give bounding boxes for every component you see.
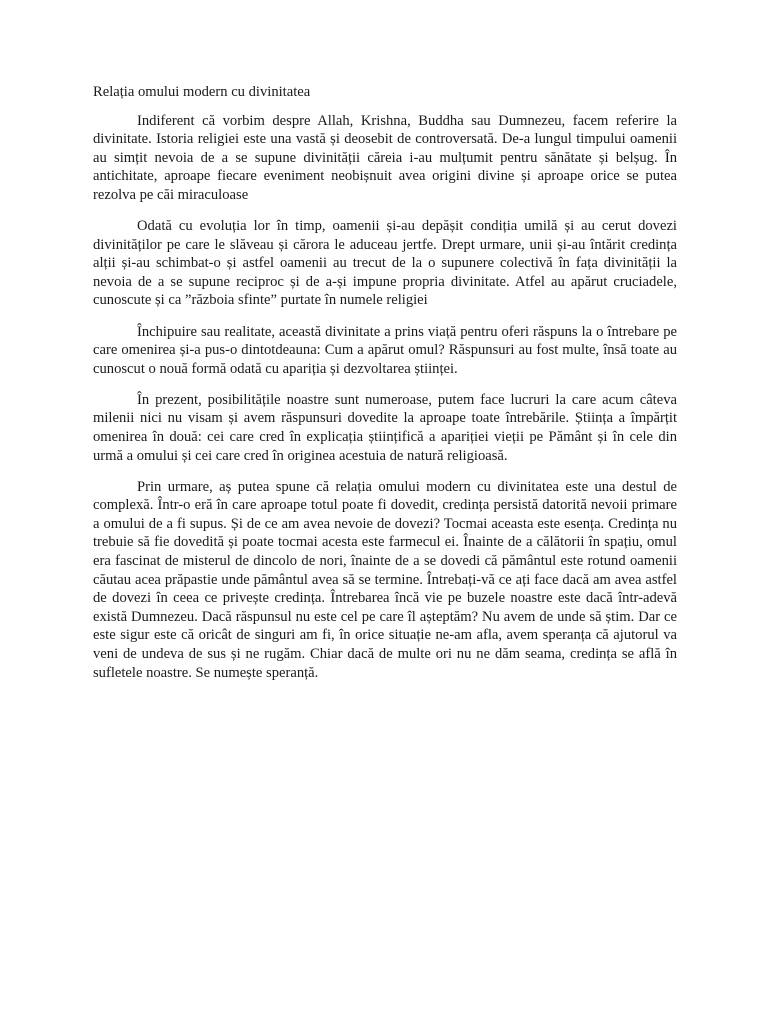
- paragraph: Prin urmare, aș putea spune că relația omului modern cu divinitatea este una destul de complexă. Într-o eră în care aproape totul poate fi dovedit, credința persistă datorită nevoii primare a omului de a fi supus. Și de ce am avea nevoie de dovezi? Tocmai aceasta este esența. Credința nu trebuie să fie dovedită și poate tocmai acesta este farmecul ei. Înainte de a călătorii în spațiu, omul era fascinat de misterul de dincolo de nori, înainte de a se dovedi că pământul este rotund oamenii căutau acea prăpastie unde pământul avea să se termine. Întrebați-vă ce ați face dacă am avea astfel de dovezi în ceea ce privește credința. Întrebarea încă vie pe buzele noastre este dacă într-adevă există Dumnezeu. Dacă răspunsul nu este cel pe care îl așteptăm? Nu avem de unde să știm. Dar ce este sigur este că oricât de singuri am fi, în orice situație ne-am afla, avem speranța că ajutorul va veni de undeva de sus și ne rugăm. Chiar dacă de multe ori nu ne dăm seama, credința se află în sufletele noastre. Se numește speranță.: [93, 478, 677, 681]
- document-title: Relația omului modern cu divinitatea: [93, 84, 311, 100]
- document-body: [93, 83, 677, 695]
- paragraph: Închipuire sau realitate, această divinitate a prins viață pentru oferi răspuns la o întrebare pe care omenirea și-a pus-o dintotdeauna: Cum a apărut omul? Răspunsuri au fost multe, însă toate au cunoscut o nouă formă odată cu apariția și dezvoltarea științei.: [93, 323, 677, 377]
- paragraph: În prezent, posibilitățile noastre sunt numeroase, putem face lucruri la care acum câteva milenii nici nu visam și avem răspunsuri dovedite la aproape toate întrebările. Știința a împărțit omenirea în două: cei care cred în explicația științifică a apariției vieții pe Pământ și în cele din urmă a omului și cei care cred în originea acestuia de natură religioasă.: [93, 391, 677, 464]
- paragraph: Indiferent că vorbim despre Allah, Krishna, Buddha sau Dumnezeu, facem referire la divinitate. Istoria religiei este una vastă și deosebit de controversată. De-a lungul timpului oamenii au simțit nevoia de a se supune divinității căreia i-au mulțumit pentru sănătate și belșug. În antichitate, aproape fiecare eveniment neobișnuit avea origini divine și aproape orice se putea rezolva pe căi miraculoase: [93, 112, 677, 203]
- paragraph: Odată cu evoluția lor în timp, oamenii și-au depășit condiția umilă și au cerut dovezi divinităților pe care le slăveau și cărora le aduceau jertfe. Drept urmare, unii și-au întărit credința alții și-au schimbat-o și astfel oamenii au trecut de la o supunere colectivă în fața divinității la nevoia de a se supune reciproc și de a-și impune propria divinitate. Atfel au apărut cruciadele, cunoscute și ca ”războia sfinte” purtate în numele religiei: [93, 218, 677, 309]
